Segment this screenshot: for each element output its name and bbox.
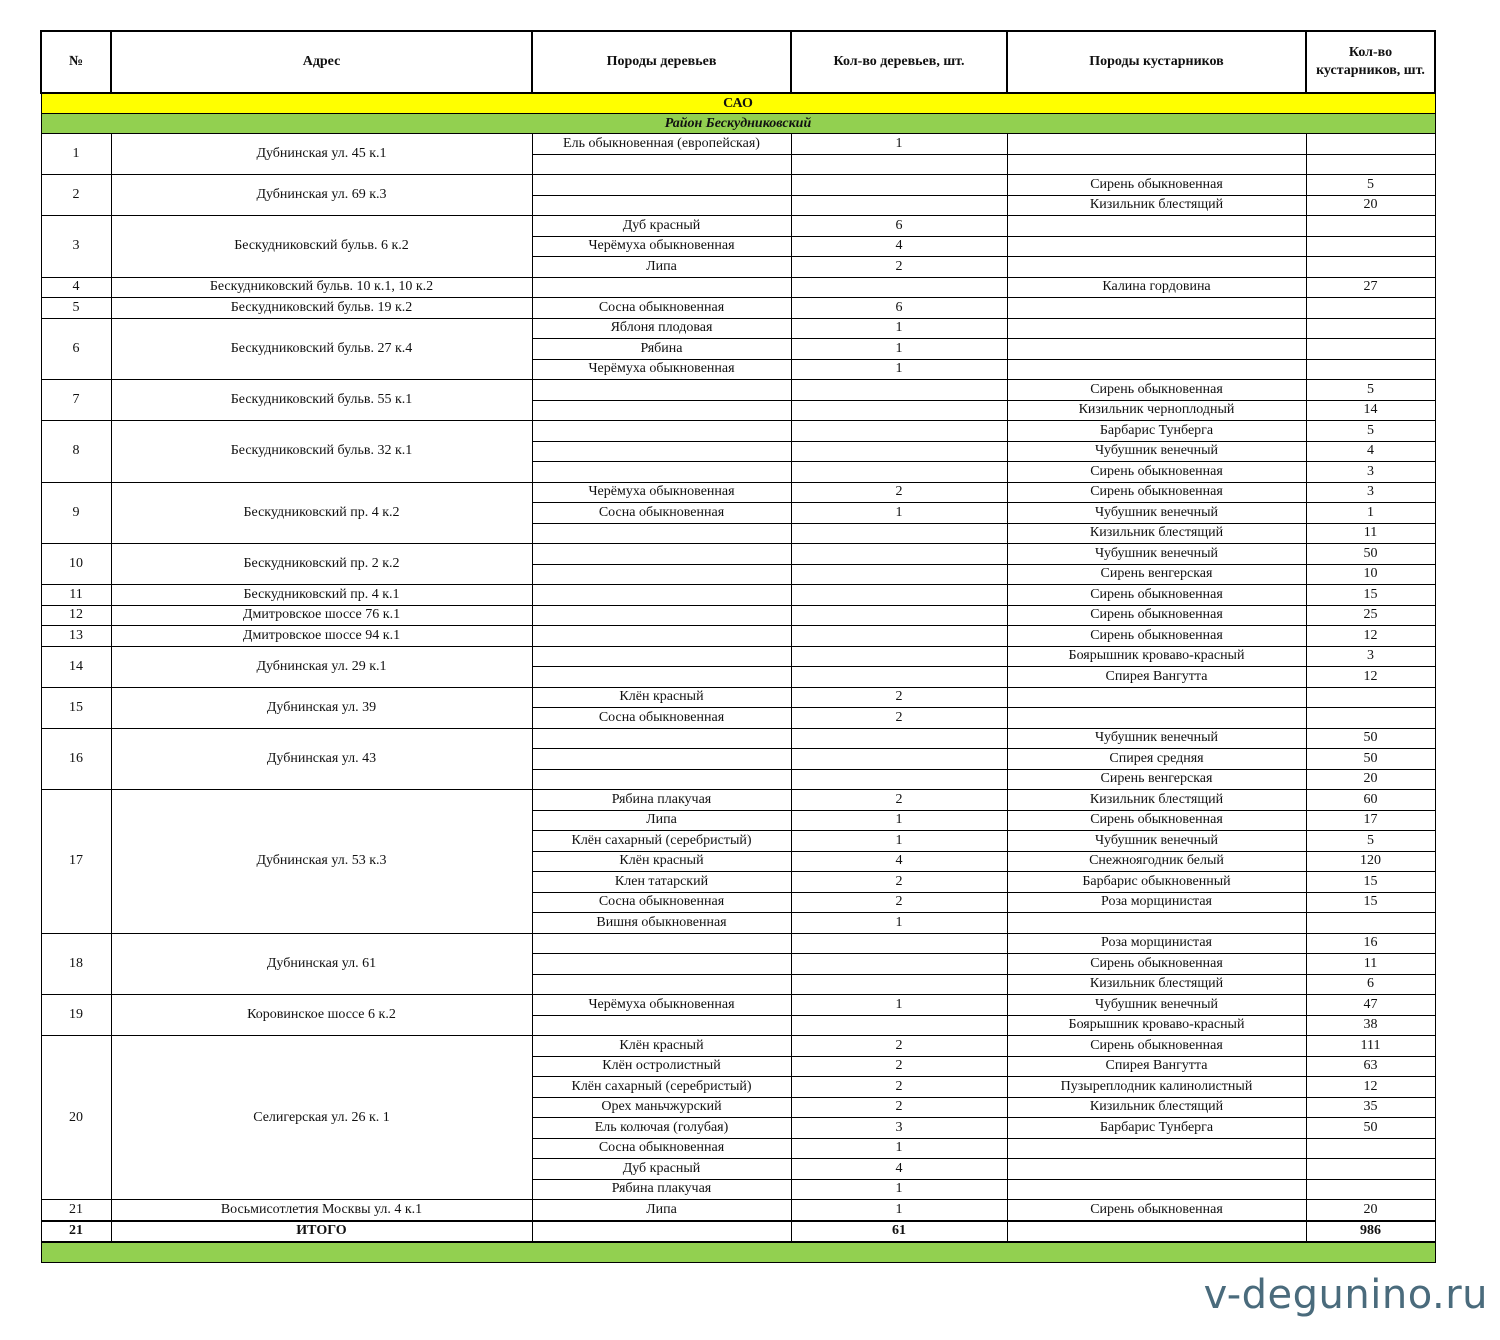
cell-shrub: Калина гордовина [1007, 277, 1306, 298]
cell-shrub-count [1306, 1179, 1435, 1200]
cell-tree-count: 1 [791, 810, 1007, 831]
cell-shrub-count: 20 [1306, 769, 1435, 790]
cell-shrub: Чубушник венечный [1007, 544, 1306, 565]
cell-shrub-count: 15 [1306, 872, 1435, 893]
cell-tree [532, 605, 791, 626]
cell-tree [532, 462, 791, 483]
row-address: Бескудниковский пр. 4 к.1 [111, 585, 532, 606]
cell-tree: Клён красный [532, 1036, 791, 1057]
cell-tree-count: 1 [791, 339, 1007, 360]
table-row [41, 134, 1435, 155]
cell-tree-count: 1 [791, 831, 1007, 852]
cell-shrub-count: 25 [1306, 605, 1435, 626]
row-address: Дубнинская ул. 43 [111, 728, 532, 790]
cell-tree-count: 1 [791, 503, 1007, 524]
row-number: 16 [41, 728, 111, 790]
cell-shrub-count: 4 [1306, 441, 1435, 462]
total-empty [532, 1221, 791, 1243]
cell-shrub: Сирень обыкновенная [1007, 1200, 1306, 1221]
cell-shrub-count: 20 [1306, 195, 1435, 216]
cell-shrub-count [1306, 154, 1435, 175]
cell-tree: Черёмуха обыкновенная [532, 359, 791, 380]
cell-shrub-count: 3 [1306, 482, 1435, 503]
cell-shrub-count: 15 [1306, 585, 1435, 606]
cell-shrub [1007, 708, 1306, 729]
cell-tree-count [791, 605, 1007, 626]
cell-tree: Липа [532, 810, 791, 831]
cell-tree-count: 1 [791, 134, 1007, 155]
cell-tree-count: 2 [791, 687, 1007, 708]
cell-shrub-count [1306, 134, 1435, 155]
cell-tree-count: 2 [791, 790, 1007, 811]
cell-tree [532, 175, 791, 196]
row-address: Восьмисотлетия Москвы ул. 4 к.1 [111, 1200, 532, 1221]
header-tree-species: Породы деревьев [532, 31, 791, 93]
cell-tree [532, 728, 791, 749]
cell-tree [532, 626, 791, 647]
table-body [41, 134, 1435, 1221]
cell-tree-count: 4 [791, 1159, 1007, 1180]
cell-tree: Клён остролистный [532, 1056, 791, 1077]
cell-tree: Вишня обыкновенная [532, 913, 791, 934]
table-row [41, 216, 1435, 237]
cell-shrub-count: 17 [1306, 810, 1435, 831]
row-address: Коровинское шоссе 6 к.2 [111, 995, 532, 1036]
cell-tree [532, 421, 791, 442]
cell-tree-count: 6 [791, 298, 1007, 319]
cell-tree [532, 154, 791, 175]
cell-shrub-count [1306, 216, 1435, 237]
row-number: 10 [41, 544, 111, 585]
footer-row [41, 1242, 1435, 1263]
cell-tree-count [791, 421, 1007, 442]
cell-tree-count [791, 195, 1007, 216]
cell-shrub: Сирень обыкновенная [1007, 1036, 1306, 1057]
cell-shrub: Кизильник блестящий [1007, 523, 1306, 544]
cell-tree: Рябина плакучая [532, 1179, 791, 1200]
row-address: Селигерская ул. 26 к. 1 [111, 1036, 532, 1200]
cell-tree-count: 1 [791, 359, 1007, 380]
cell-tree: Дуб красный [532, 1159, 791, 1180]
cell-tree [532, 380, 791, 401]
cell-tree [532, 974, 791, 995]
row-number: 20 [41, 1036, 111, 1200]
row-address: Бескудниковский бульв. 27 к.4 [111, 318, 532, 380]
cell-shrub: Кизильник блестящий [1007, 1097, 1306, 1118]
cell-shrub: Роза морщинистая [1007, 933, 1306, 954]
table-row [41, 482, 1435, 503]
cell-shrub-count [1306, 257, 1435, 278]
cell-tree-count: 2 [791, 872, 1007, 893]
cell-shrub-count: 3 [1306, 462, 1435, 483]
row-number: 7 [41, 380, 111, 421]
cell-tree: Сосна обыкновенная [532, 503, 791, 524]
table-row [41, 380, 1435, 401]
table-row [41, 790, 1435, 811]
cell-shrub: Спирея средняя [1007, 749, 1306, 770]
cell-shrub-count [1306, 1138, 1435, 1159]
row-address: Бескудниковский пр. 4 к.2 [111, 482, 532, 544]
table-row [41, 544, 1435, 565]
cell-tree-count: 2 [791, 1097, 1007, 1118]
row-number: 17 [41, 790, 111, 934]
table-row [41, 175, 1435, 196]
cell-shrub: Чубушник венечный [1007, 728, 1306, 749]
cell-tree-count [791, 1015, 1007, 1036]
row-address: Дубнинская ул. 39 [111, 687, 532, 728]
cell-shrub [1007, 318, 1306, 339]
cell-tree-count [791, 523, 1007, 544]
cell-shrub-count: 16 [1306, 933, 1435, 954]
cell-tree-count [791, 585, 1007, 606]
cell-tree [532, 1015, 791, 1036]
cell-shrub-count: 50 [1306, 544, 1435, 565]
row-number: 15 [41, 687, 111, 728]
cell-shrub-count: 60 [1306, 790, 1435, 811]
cell-tree-count [791, 175, 1007, 196]
cell-tree-count: 2 [791, 1056, 1007, 1077]
cell-shrub: Чубушник венечный [1007, 503, 1306, 524]
row-number: 12 [41, 605, 111, 626]
cell-tree-count [791, 667, 1007, 688]
cell-tree: Ель колючая (голубая) [532, 1118, 791, 1139]
cell-shrub-count: 50 [1306, 1118, 1435, 1139]
site-watermark: v-degunino.ru [1203, 1272, 1488, 1318]
header-shrub-species: Породы кустарников [1007, 31, 1306, 93]
cell-shrub-count: 11 [1306, 954, 1435, 975]
cell-shrub: Спирея Вангутта [1007, 1056, 1306, 1077]
cell-shrub [1007, 687, 1306, 708]
row-address: Дмитровское шоссе 76 к.1 [111, 605, 532, 626]
cell-tree: Липа [532, 257, 791, 278]
cell-shrub-count: 6 [1306, 974, 1435, 995]
cell-shrub [1007, 339, 1306, 360]
cell-tree [532, 646, 791, 667]
cell-tree-count [791, 626, 1007, 647]
table-row [41, 646, 1435, 667]
cell-shrub [1007, 298, 1306, 319]
cell-shrub: Кизильник черноплодный [1007, 400, 1306, 421]
cell-shrub-count: 12 [1306, 1077, 1435, 1098]
cell-tree [532, 195, 791, 216]
cell-shrub [1007, 257, 1306, 278]
cell-tree-count: 4 [791, 236, 1007, 257]
cell-tree-count: 2 [791, 1036, 1007, 1057]
row-number: 21 [41, 1200, 111, 1221]
cell-shrub-count [1306, 339, 1435, 360]
cell-tree-count [791, 462, 1007, 483]
table-row [41, 585, 1435, 606]
cell-shrub-count [1306, 359, 1435, 380]
cell-tree-count: 1 [791, 913, 1007, 934]
cell-shrub [1007, 913, 1306, 934]
row-address: Дубнинская ул. 69 к.3 [111, 175, 532, 216]
cell-shrub: Сирень обыкновенная [1007, 175, 1306, 196]
cell-shrub [1007, 236, 1306, 257]
cell-shrub: Кизильник блестящий [1007, 974, 1306, 995]
cell-shrub: Кизильник блестящий [1007, 195, 1306, 216]
cell-tree: Черёмуха обыкновенная [532, 995, 791, 1016]
total-shrubs: 986 [1306, 1221, 1435, 1243]
cell-tree [532, 585, 791, 606]
header-tree-count: Кол-во деревьев, шт. [791, 31, 1007, 93]
cell-tree-count: 2 [791, 708, 1007, 729]
cell-shrub: Пузыреплодник калинолистный [1007, 1077, 1306, 1098]
table-row [41, 687, 1435, 708]
row-address: Дубнинская ул. 53 к.3 [111, 790, 532, 934]
cell-tree [532, 400, 791, 421]
cell-shrub-count: 10 [1306, 564, 1435, 585]
row-address: Бескудниковский бульв. 10 к.1, 10 к.2 [111, 277, 532, 298]
row-number: 9 [41, 482, 111, 544]
cell-tree: Клён красный [532, 851, 791, 872]
row-number: 3 [41, 216, 111, 278]
table-row [41, 626, 1435, 647]
cell-tree-count [791, 933, 1007, 954]
cell-shrub: Сирень обыкновенная [1007, 605, 1306, 626]
cell-tree-count [791, 441, 1007, 462]
cell-tree: Клён красный [532, 687, 791, 708]
cell-shrub: Боярышник кроваво-красный [1007, 1015, 1306, 1036]
cell-tree [532, 277, 791, 298]
cell-shrub-count: 15 [1306, 892, 1435, 913]
cell-tree: Сосна обыкновенная [532, 298, 791, 319]
cell-tree: Черёмуха обыкновенная [532, 236, 791, 257]
row-number: 6 [41, 318, 111, 380]
row-number: 18 [41, 933, 111, 995]
cell-tree-count: 1 [791, 318, 1007, 339]
cell-shrub: Боярышник кроваво-красный [1007, 646, 1306, 667]
cell-tree [532, 564, 791, 585]
cell-tree: Ель обыкновенная (европейская) [532, 134, 791, 155]
cell-shrub-count: 47 [1306, 995, 1435, 1016]
cell-shrub: Сирень обыкновенная [1007, 626, 1306, 647]
header-shrub-count: Кол-во кустарников, шт. [1306, 31, 1435, 93]
cell-shrub [1007, 1159, 1306, 1180]
cell-shrub: Кизильник блестящий [1007, 790, 1306, 811]
cell-shrub-count: 14 [1306, 400, 1435, 421]
cell-shrub-count: 111 [1306, 1036, 1435, 1057]
cell-shrub-count: 12 [1306, 626, 1435, 647]
cell-tree-count [791, 974, 1007, 995]
cell-shrub-count [1306, 236, 1435, 257]
cell-tree [532, 769, 791, 790]
cell-tree-count [791, 646, 1007, 667]
cell-shrub: Сирень венгерская [1007, 564, 1306, 585]
cell-shrub: Снежноягодник белый [1007, 851, 1306, 872]
cell-shrub-count [1306, 1159, 1435, 1180]
cell-shrub-count: 38 [1306, 1015, 1435, 1036]
row-address: Дубнинская ул. 45 к.1 [111, 134, 532, 175]
cell-tree-count [791, 380, 1007, 401]
trees-shrubs-table [40, 30, 1436, 1263]
cell-tree-count: 6 [791, 216, 1007, 237]
cell-tree: Дуб красный [532, 216, 791, 237]
cell-shrub-count: 35 [1306, 1097, 1435, 1118]
cell-shrub [1007, 1138, 1306, 1159]
cell-tree-count: 1 [791, 1138, 1007, 1159]
cell-shrub-count: 11 [1306, 523, 1435, 544]
cell-tree-count: 3 [791, 1118, 1007, 1139]
cell-tree-count: 2 [791, 1077, 1007, 1098]
row-number: 5 [41, 298, 111, 319]
cell-tree-count: 1 [791, 995, 1007, 1016]
cell-shrub [1007, 1179, 1306, 1200]
cell-shrub-count [1306, 708, 1435, 729]
cell-tree-count [791, 769, 1007, 790]
district-label: Район Бескудниковский [41, 114, 1435, 134]
cell-tree-count: 1 [791, 1200, 1007, 1221]
region-label: САО [41, 93, 1435, 114]
cell-shrub-count: 5 [1306, 380, 1435, 401]
cell-shrub-count: 63 [1306, 1056, 1435, 1077]
cell-tree: Сосна обыкновенная [532, 708, 791, 729]
total-row [41, 1221, 1435, 1243]
table-row [41, 933, 1435, 954]
cell-shrub: Сирень обыкновенная [1007, 482, 1306, 503]
cell-tree [532, 441, 791, 462]
row-number: 4 [41, 277, 111, 298]
table-row [41, 1036, 1435, 1057]
row-address: Бескудниковский бульв. 6 к.2 [111, 216, 532, 278]
cell-shrub: Роза морщинистая [1007, 892, 1306, 913]
total-empty [1007, 1221, 1306, 1243]
cell-tree-count: 2 [791, 892, 1007, 913]
region-row [41, 93, 1435, 114]
cell-tree [532, 544, 791, 565]
row-address: Дубнинская ул. 61 [111, 933, 532, 995]
cell-tree-count: 2 [791, 482, 1007, 503]
header-row [41, 31, 1435, 93]
table-row [41, 995, 1435, 1016]
header-address: Адрес [111, 31, 532, 93]
cell-shrub-count: 27 [1306, 277, 1435, 298]
table-row [41, 605, 1435, 626]
cell-tree-count: 2 [791, 257, 1007, 278]
cell-tree: Клен татарский [532, 872, 791, 893]
cell-tree-count: 4 [791, 851, 1007, 872]
cell-shrub-count: 50 [1306, 749, 1435, 770]
cell-tree [532, 749, 791, 770]
cell-shrub-count: 5 [1306, 831, 1435, 852]
row-number: 19 [41, 995, 111, 1036]
cell-tree: Орех маньчжурский [532, 1097, 791, 1118]
cell-tree-count: 1 [791, 1179, 1007, 1200]
cell-tree-count [791, 564, 1007, 585]
cell-tree-count [791, 954, 1007, 975]
row-number: 14 [41, 646, 111, 687]
row-address: Дмитровское шоссе 94 к.1 [111, 626, 532, 647]
table-row [41, 1200, 1435, 1221]
cell-shrub: Барбарис обыкновенный [1007, 872, 1306, 893]
row-number: 13 [41, 626, 111, 647]
cell-shrub-count: 120 [1306, 851, 1435, 872]
cell-shrub: Сирень обыкновенная [1007, 380, 1306, 401]
cell-shrub-count: 50 [1306, 728, 1435, 749]
row-number: 8 [41, 421, 111, 483]
cell-shrub-count: 5 [1306, 175, 1435, 196]
row-number: 11 [41, 585, 111, 606]
total-trees: 61 [791, 1221, 1007, 1243]
cell-shrub: Сирень обыкновенная [1007, 462, 1306, 483]
row-number: 2 [41, 175, 111, 216]
cell-tree: Сосна обыкновенная [532, 1138, 791, 1159]
cell-shrub: Сирень обыкновенная [1007, 954, 1306, 975]
cell-shrub: Барбарис Тунберга [1007, 421, 1306, 442]
cell-shrub: Сирень венгерская [1007, 769, 1306, 790]
cell-tree [532, 667, 791, 688]
total-num: 21 [41, 1221, 111, 1243]
cell-tree: Яблоня плодовая [532, 318, 791, 339]
cell-shrub-count [1306, 318, 1435, 339]
header-num: № [41, 31, 111, 93]
cell-shrub: Чубушник венечный [1007, 831, 1306, 852]
cell-tree [532, 523, 791, 544]
total-label: ИТОГО [111, 1221, 532, 1243]
cell-shrub: Барбарис Тунберга [1007, 1118, 1306, 1139]
cell-tree: Клён сахарный (серебристый) [532, 1077, 791, 1098]
row-address: Бескудниковский пр. 2 к.2 [111, 544, 532, 585]
cell-shrub-count: 1 [1306, 503, 1435, 524]
cell-shrub-count [1306, 913, 1435, 934]
cell-shrub-count: 5 [1306, 421, 1435, 442]
cell-shrub: Чубушник венечный [1007, 441, 1306, 462]
row-address: Бескудниковский бульв. 19 к.2 [111, 298, 532, 319]
cell-shrub: Сирень обыкновенная [1007, 810, 1306, 831]
row-address: Бескудниковский бульв. 55 к.1 [111, 380, 532, 421]
row-number: 1 [41, 134, 111, 175]
cell-tree-count [791, 154, 1007, 175]
cell-tree: Рябина [532, 339, 791, 360]
cell-tree [532, 933, 791, 954]
cell-tree [532, 954, 791, 975]
cell-shrub [1007, 154, 1306, 175]
cell-tree: Сосна обыкновенная [532, 892, 791, 913]
cell-tree-count [791, 400, 1007, 421]
row-address: Дубнинская ул. 29 к.1 [111, 646, 532, 687]
table-row [41, 277, 1435, 298]
cell-shrub-count: 20 [1306, 1200, 1435, 1221]
cell-tree-count [791, 749, 1007, 770]
cell-shrub-count [1306, 298, 1435, 319]
cell-shrub [1007, 216, 1306, 237]
cell-shrub: Чубушник венечный [1007, 995, 1306, 1016]
cell-tree-count [791, 544, 1007, 565]
table-row [41, 421, 1435, 442]
cell-shrub-count: 12 [1306, 667, 1435, 688]
row-address: Бескудниковский бульв. 32 к.1 [111, 421, 532, 483]
cell-tree: Рябина плакучая [532, 790, 791, 811]
footer-bar [41, 1242, 1435, 1263]
cell-shrub-count [1306, 687, 1435, 708]
cell-shrub-count: 3 [1306, 646, 1435, 667]
district-row [41, 114, 1435, 134]
cell-tree: Черёмуха обыкновенная [532, 482, 791, 503]
table-row [41, 298, 1435, 319]
table-row [41, 318, 1435, 339]
cell-tree: Клён сахарный (серебристый) [532, 831, 791, 852]
table-row [41, 728, 1435, 749]
cell-tree-count [791, 728, 1007, 749]
cell-shrub: Сирень обыкновенная [1007, 585, 1306, 606]
cell-shrub: Спирея Вангутта [1007, 667, 1306, 688]
cell-shrub [1007, 134, 1306, 155]
cell-tree-count [791, 277, 1007, 298]
cell-tree: Липа [532, 1200, 791, 1221]
cell-shrub [1007, 359, 1306, 380]
